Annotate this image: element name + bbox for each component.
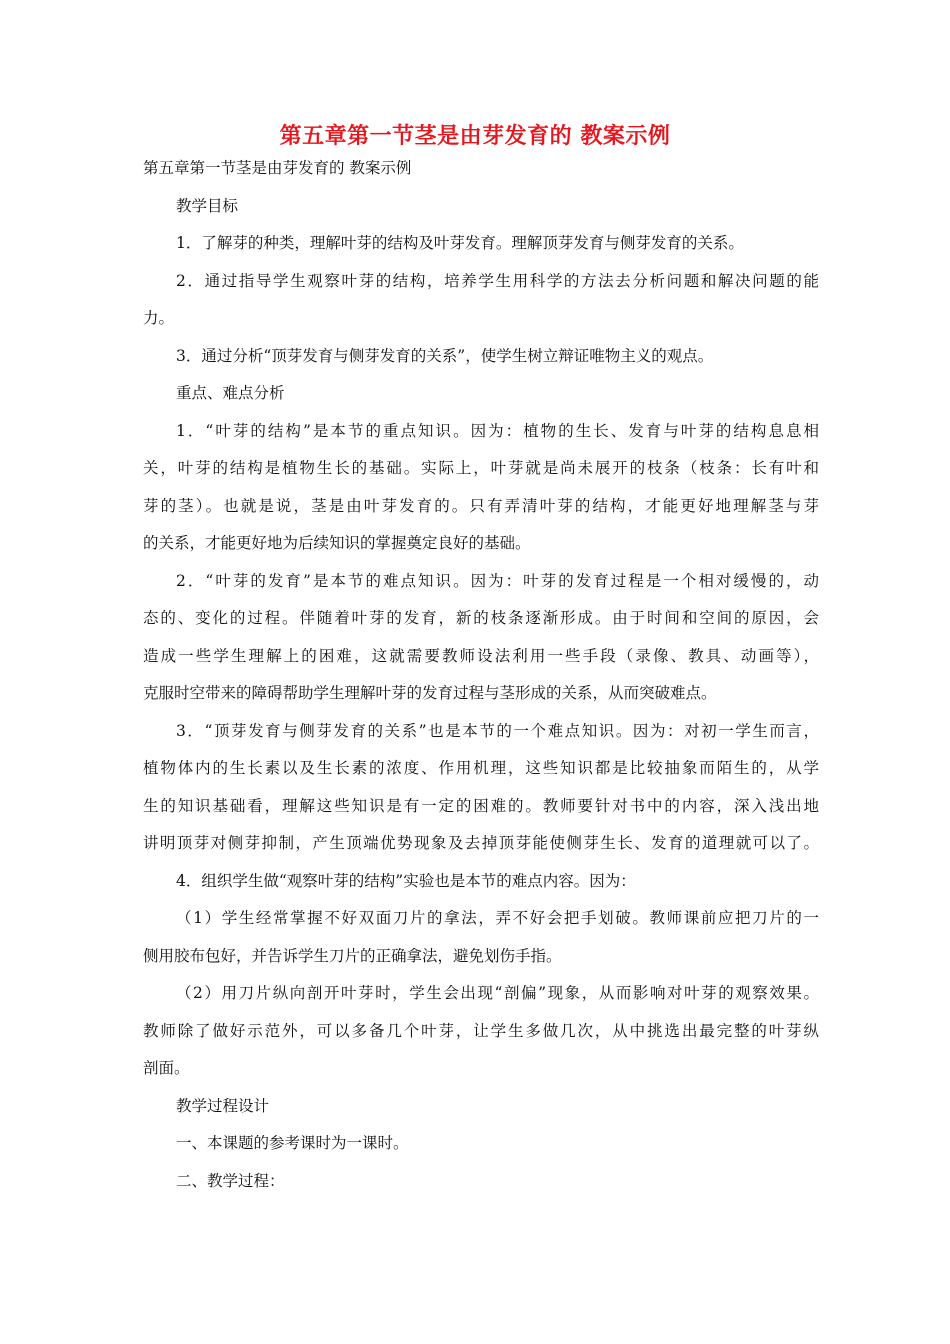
paragraph-line: 造成一些学生理解上的困难，这就需要教师设法利用一些手段（录像、教具、动画等）， [143, 646, 819, 665]
section-heading-process: 教学过程设计 [176, 1096, 270, 1115]
paragraph-line: 侧用胶布包好，并告诉学生刀片的正确拿法，避免划伤手指。 [143, 946, 562, 965]
paragraph-line: 3．通过分析“顶芽发育与侧芽发育的关系”，使学生树立辩证唯物主义的观点。 [176, 346, 714, 365]
paragraph-line: （2）用刀片纵向剖开叶芽时，学生会出现“剖偏”现象，从而影响对叶芽的观察效果。 [176, 984, 819, 1002]
paragraph-line: 生的知识基础看，理解这些知识是有一定的困难的。教师要针对书中的内容，深入浅出地 [143, 796, 819, 815]
subtitle-line: 第五章第一节茎是由芽发育的 教案示例 [143, 159, 412, 177]
paragraph-line: 关，叶芽的结构是植物生长的基础。实际上，叶芽就是尚未展开的枝条（枝条：长有叶和 [143, 459, 819, 477]
paragraph-line: 4．组织学生做“观察叶芽的结构”实验也是本节的难点内容。因为： [176, 871, 636, 890]
paragraph-line: 2．“叶芽的发育”是本节的难点知识。因为：叶芽的发育过程是一个相对缓慢的，动 [176, 571, 819, 590]
paragraph-line: 讲明顶芽对侧芽抑制，产生顶端优势现象及去掉顶芽能使侧芽生长、发育的道理就可以了。 [143, 834, 819, 852]
paragraph-line: 植物体内的生长素以及生长素的浓度、作用机理，这些知识都是比较抽象而陌生的，从学 [143, 759, 819, 777]
paragraph-line: 的关系，才能更好地为后续知识的掌握奠定良好的基础。 [143, 534, 531, 552]
document-body [143, 150, 819, 1200]
paragraph-line: 二、教学过程： [176, 1171, 285, 1190]
paragraph-line: 1．“叶芽的结构”是本节的重点知识。因为：植物的生长、发育与叶芽的结构息息相 [176, 421, 819, 440]
section-heading-objectives: 教学目标 [176, 196, 239, 215]
paragraph-line: 1．了解芽的种类，理解叶芽的结构及叶芽发育。理解顶芽发育与侧芽发育的关系。 [176, 234, 744, 252]
paragraph-line: 力。 [143, 309, 175, 327]
paragraph-line: 教师除了做好示范外，可以多备几个叶芽，让学生多做几次，从中挑选出最完整的叶芽纵 [143, 1021, 819, 1040]
paragraph-line: 2．通过指导学生观察叶芽的结构，培养学生用科学的方法去分析问题和解决问题的能 [176, 271, 819, 290]
paragraph-line: 芽的茎）。也就是说，茎是由叶芽发育的。只有弄清叶芽的结构，才能更好地理解茎与芽 [143, 496, 819, 515]
paragraph-line: 克服时空带来的障碍帮助学生理解叶芽的发育过程与茎形成的关系，从而突破难点。 [143, 684, 717, 702]
paragraph-line: （1）学生经常掌握不好双面刀片的拿法，弄不好会把手划破。教师课前应把刀片的一 [176, 909, 819, 927]
paragraph-line: 态的、变化的过程。伴随着叶芽的发育，新的枝条逐渐形成。由于时间和空间的原因，会 [143, 609, 819, 627]
document-title: 第五章第一节茎是由芽发育的 教案示例 [279, 123, 671, 149]
paragraph-line: 剖面。 [143, 1059, 190, 1077]
paragraph-line: 一、本课题的参考课时为一课时。 [176, 1134, 409, 1152]
section-heading-key-points: 重点、难点分析 [176, 384, 285, 402]
paragraph-line: 3．“顶芽发育与侧芽发育的关系”也是本节的一个难点知识。因为：对初一学生而言， [176, 721, 819, 740]
